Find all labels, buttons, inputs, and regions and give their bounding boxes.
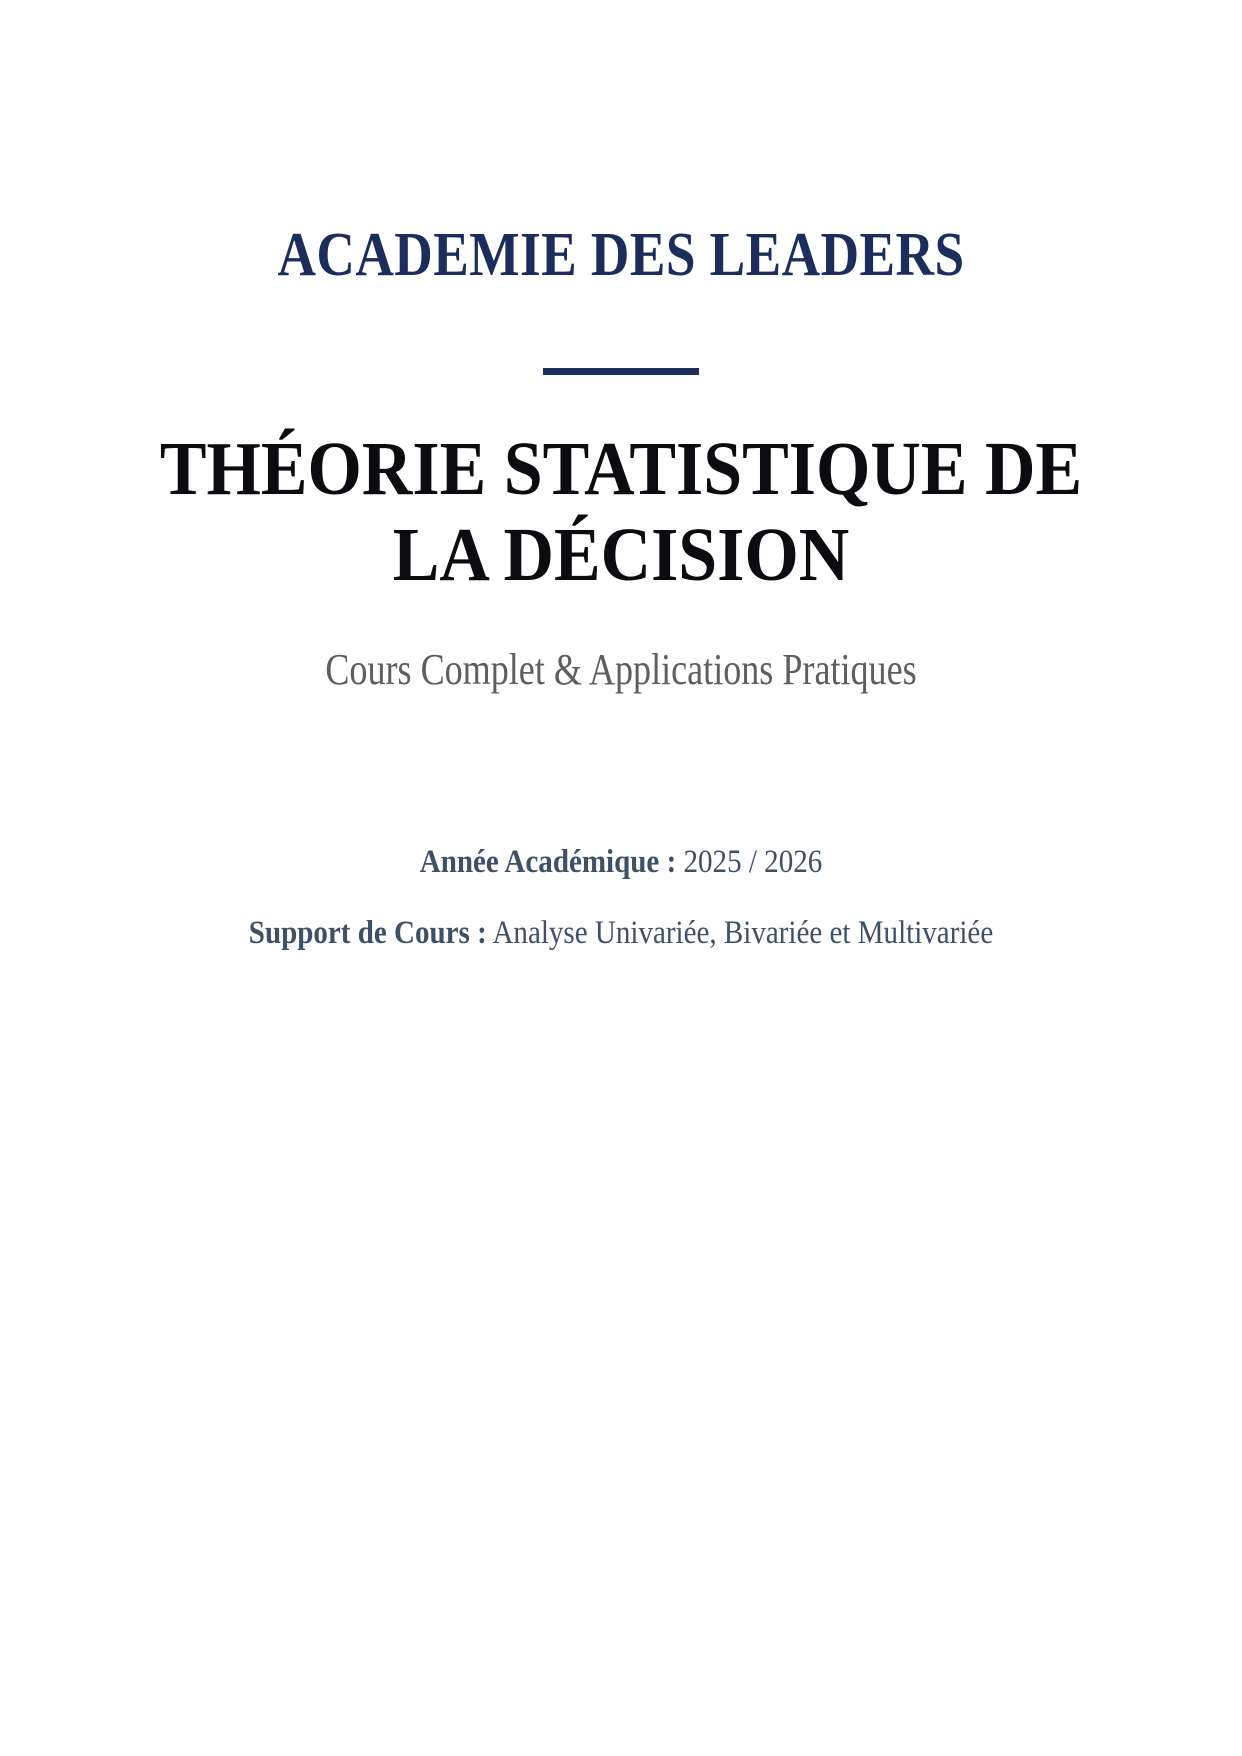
academic-year-line bbox=[75, 842, 1168, 883]
academic-year-label: Année Académique : bbox=[419, 844, 677, 881]
title-divider bbox=[543, 368, 699, 375]
course-support-line bbox=[75, 913, 1168, 954]
course-title-line-2: LA DÉCISION bbox=[392, 513, 850, 598]
course-title bbox=[50, 427, 1193, 599]
course-title-line-1: THÉORIE STATISTIQUE DE bbox=[159, 427, 1083, 512]
institution-name: ACADEMIE DES LEADERS bbox=[277, 221, 965, 289]
academic-year-value: 2025 / 2026 bbox=[683, 844, 823, 881]
course-support-value: Analyse Univariée, Bivariée et Multivariée bbox=[492, 914, 994, 951]
course-subtitle: Cours Complet & Applications Pratiques bbox=[325, 645, 917, 695]
course-support-label: Support de Cours : bbox=[248, 914, 487, 951]
